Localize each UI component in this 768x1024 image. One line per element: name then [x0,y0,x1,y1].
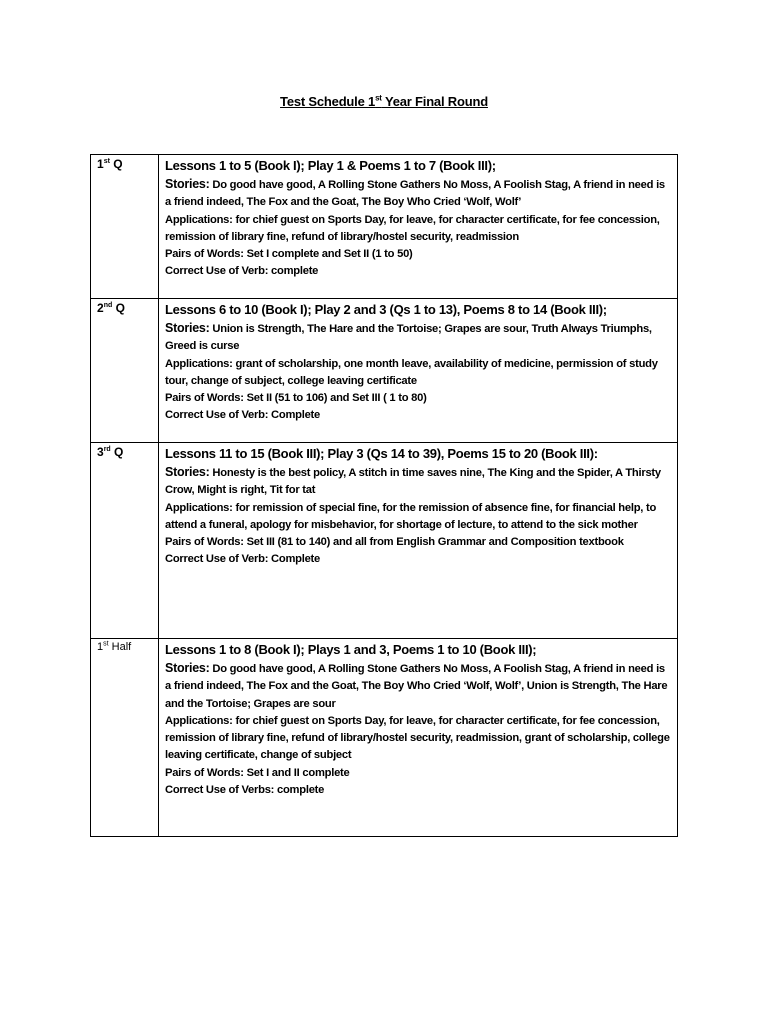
schedule-row-3rd-q [91,443,678,639]
stories-line [165,320,671,356]
stories-line [165,660,671,713]
schedule-table [90,154,678,837]
stories-label: Stories: [165,465,210,479]
stories-line [165,176,671,212]
schedule-row-1st-half [91,639,678,837]
stories-line [165,464,671,500]
row-label: 1st Q [91,155,159,299]
schedule-row-1st-q [91,155,678,299]
row-content [159,299,678,443]
verb-line: Correct Use of Verbs: complete [165,784,325,797]
pairs-of-words-line: Pairs of Words: Set III (81 to 140) and all from English Grammar and Composition textbook [165,536,624,549]
title-superscript: st [375,93,382,103]
row-label: 3rd Q [91,443,159,639]
applications-line: Applications: for chief guest on Sports Day, for leave, for character certificate, for fee concession, remission of library fine, refund of library/hostel security, readmission, grant of scholarship, college leaving certificate, change of subject [165,714,670,762]
row-content [159,443,678,639]
row-label: 2nd Q [91,299,159,443]
pairs-of-words-line: Pairs of Words: Set I and II complete [165,766,350,779]
lessons-line: Lessons 1 to 8 (Book I); Plays 1 and 3, Poems 1 to 10 (Book III); [165,642,537,657]
pairs-of-words-line: Pairs of Words: Set II (51 to 106) and Set III ( 1 to 80) [165,392,427,405]
stories-label: Stories: [165,661,210,675]
lessons-line: Lessons 6 to 10 (Book I); Play 2 and 3 (Qs 1 to 13), Poems 8 to 14 (Book III); [165,302,607,317]
schedule-row-2nd-q [91,299,678,443]
stories-label: Stories: [165,177,210,191]
stories-label: Stories: [165,321,210,335]
applications-line: Applications: grant of scholarship, one month leave, availability of medicine, permission of study tour, change of subject, college leaving certificate [165,357,658,387]
title-prefix: Test Schedule 1 [280,94,376,109]
stories-text: Do good have good, A Rolling Stone Gathers No Moss, A Foolish Stag, A friend in need is a friend indeed, The Fox and the Goat, The Boy Who Cried ‘Wolf, Wolf’, Union is Strength, The Hare and the Tortoise; Grapes are sour [165,663,668,710]
stories-text: Union is Strength, The Hare and the Tortoise; Grapes are sour, Truth Always Triumphs, Greed is curse [165,323,652,353]
applications-line: Applications: for remission of special fine, for the remission of absence fine, for financial help, to attend a funeral, apology for misbehavior, for shortage of lecture, to attend to the sick mother [165,501,657,531]
verb-line: Correct Use of Verb: Complete [165,409,321,422]
row-label: 1st Half [91,639,159,837]
title-suffix: Year Final Round [381,94,488,109]
row-content [159,639,678,837]
lessons-line: Lessons 11 to 15 (Book III); Play 3 (Qs 14 to 39), Poems 15 to 20 (Book III): [165,446,598,461]
pairs-of-words-line: Pairs of Words: Set I complete and Set II (1 to 50) [165,248,413,261]
page-title [0,94,768,109]
lessons-line: Lessons 1 to 5 (Book I); Play 1 & Poems 1 to 7 (Book III); [165,158,496,173]
applications-line: Applications: for chief guest on Sports Day, for leave, for character certificate, for fee concession, remission of library fine, refund of library/hostel security, readmission [165,213,660,243]
stories-text: Honesty is the best policy, A stitch in time saves nine, The King and the Spider, A Thirsty Crow, Might is right, Tit for tat [165,467,661,497]
verb-line: Correct Use of Verb: complete [165,265,319,278]
stories-text: Do good have good, A Rolling Stone Gathers No Moss, A Foolish Stag, A friend in need is a friend indeed, The Fox and the Goat, The Boy Who Cried ‘Wolf, Wolf’ [165,179,665,209]
verb-line: Correct Use of Verb: Complete [165,553,321,566]
row-content [159,155,678,299]
